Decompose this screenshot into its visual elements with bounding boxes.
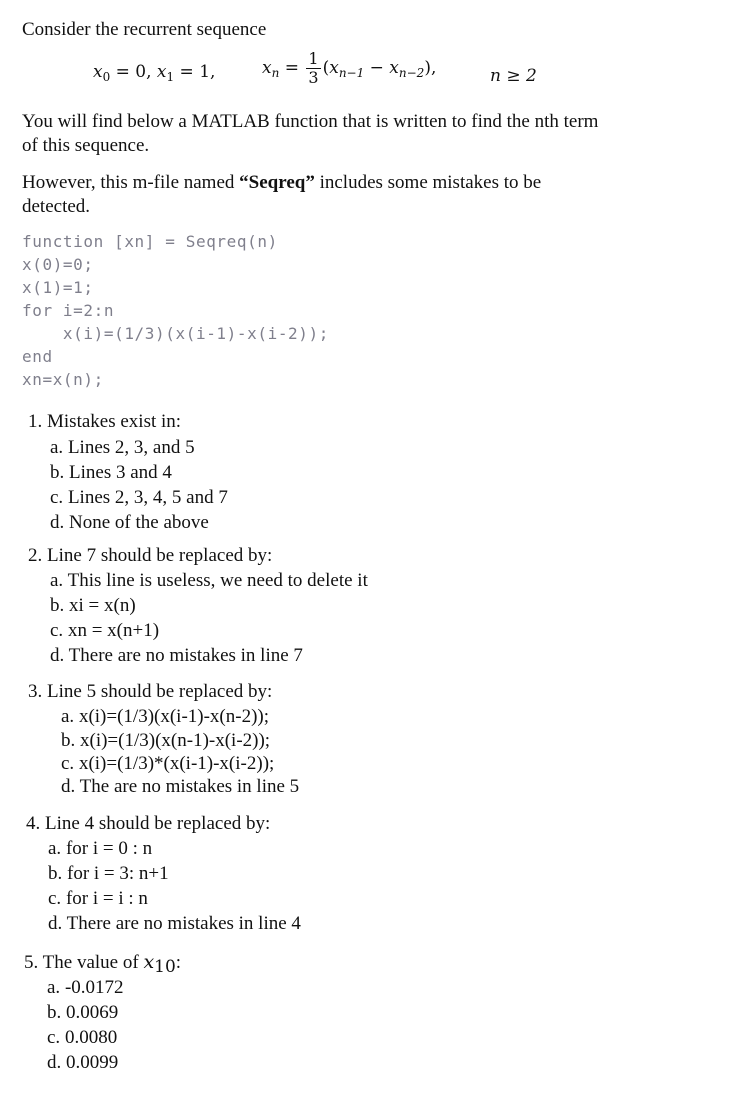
eq-equals: = [279, 58, 305, 78]
q5-math-var: x [143, 951, 155, 973]
option-letter: d. [50, 512, 65, 533]
option-text: for i = i : n [65, 888, 148, 909]
q4-option-b [48, 861, 169, 886]
eq-xn-sub: n [271, 66, 280, 80]
option-text: There are no mistakes in line 4 [66, 913, 301, 934]
q4-text: Line 4 should be replaced by: [45, 813, 271, 834]
equation-recurrence [262, 50, 436, 87]
option-letter: b. [61, 730, 76, 751]
q3-text: Line 5 should be replaced by: [47, 681, 273, 702]
question-1 [28, 409, 181, 434]
option-letter: c. [48, 888, 62, 909]
eq-xn2-sub: n−2 [398, 66, 425, 80]
option-text: The are no mistakes in line 5 [79, 776, 300, 797]
eq-paren-close: ), [424, 58, 437, 78]
q1-option-b [50, 460, 172, 485]
question-3 [28, 679, 272, 704]
option-text: Lines 2, 3, and 5 [67, 437, 195, 458]
q2-option-d [50, 643, 303, 668]
q5-option-c [47, 1025, 117, 1050]
option-letter: b. [47, 1002, 62, 1023]
eq-x0-var: x [93, 62, 103, 82]
option-letter: b. [48, 863, 63, 884]
eq-xn1-sub: n−1 [338, 66, 365, 80]
mfile-name: “Seqreq” [239, 172, 315, 193]
q1-option-c [50, 485, 228, 510]
paragraph-mistakes [22, 171, 602, 219]
eq-x0-value: = 0, [110, 62, 157, 82]
code-line-5: x(i)=(1/3)(x(i-1)-x(i-2)); [22, 324, 329, 343]
option-letter: d. [61, 776, 76, 797]
option-text: 0.0099 [66, 1052, 119, 1073]
code-line-3: x(1)=1; [22, 278, 94, 297]
equation-condition: n ≥ 2 [490, 66, 537, 86]
q4-option-c [48, 886, 148, 911]
code-line-1: function [xn] = Seqreq(n) [22, 232, 278, 251]
q1-text: Mistakes exist in: [47, 411, 182, 432]
q4-number: 4. [26, 813, 41, 834]
question-2 [28, 543, 272, 568]
q2-option-b [50, 593, 136, 618]
q5-option-d [47, 1050, 118, 1075]
option-text: for i = 3: n+1 [67, 863, 169, 884]
q2-option-a [50, 568, 368, 593]
option-letter: c. [50, 620, 64, 641]
q5-text: The value of [42, 952, 144, 973]
option-letter: c. [50, 487, 64, 508]
para2-text-b: includes some mistakes to be detected. [22, 172, 542, 217]
q2-number: 2. [28, 545, 43, 566]
eq-xn1-var: x [329, 58, 339, 78]
option-text: 0.0069 [66, 1002, 119, 1023]
q5-math-sub: 10 [154, 957, 176, 977]
eq-xn-var: x [262, 58, 272, 78]
option-text: xn = x(n+1) [67, 620, 160, 641]
option-letter: a. [50, 570, 64, 591]
code-line-6: end [22, 347, 53, 366]
option-text: Lines 2, 3, 4, 5 and 7 [67, 487, 228, 508]
eq-xn2-var: x [389, 58, 399, 78]
eq-x1-var: x [156, 62, 167, 82]
q2-text: Line 7 should be replaced by: [47, 545, 273, 566]
option-letter: a. [47, 977, 61, 998]
q4-option-a [48, 836, 152, 861]
q3-number: 3. [28, 681, 43, 702]
q1-number: 1. [28, 411, 43, 432]
q5-colon: : [175, 952, 182, 973]
question-4 [26, 811, 270, 836]
option-letter: a. [50, 437, 64, 458]
option-text: for i = 0 : n [65, 838, 153, 859]
q5-option-b [47, 1000, 118, 1025]
equation-initial [93, 62, 215, 82]
q1-option-a [50, 435, 195, 460]
q3-option-d [61, 774, 299, 799]
q2-option-c [50, 618, 159, 643]
q1-option-d [50, 510, 209, 535]
eq-minus: − [364, 58, 390, 78]
option-text: Lines 3 and 4 [69, 462, 172, 483]
option-text: x(i)=(1/3)(x(i-1)-x(n-2)); [78, 706, 270, 727]
eq-frac-num: 1 [308, 49, 319, 68]
option-letter: c. [47, 1027, 61, 1048]
para2-text-a: However, this m-file named [22, 172, 240, 193]
eq-x1-value: = 1, [174, 62, 216, 82]
option-text: x(i)=(1/3)*(x(i-1)-x(i-2)); [78, 753, 275, 774]
option-letter: c. [61, 753, 75, 774]
option-letter: d. [50, 645, 65, 666]
option-text: This line is useless, we need to delete it [67, 570, 368, 591]
intro-text: Consider the recurrent sequence [22, 19, 267, 40]
option-text: x(i)=(1/3)(x(n-1)-x(i-2)); [80, 730, 271, 751]
q3-option-c [61, 751, 274, 776]
q5-number: 5. [24, 952, 39, 973]
q3-option-a [61, 704, 269, 729]
code-block [22, 230, 329, 391]
code-line-2: x(0)=0; [22, 255, 94, 274]
q5-option-a [47, 975, 124, 1000]
option-letter: b. [50, 462, 65, 483]
option-letter: b. [50, 595, 65, 616]
q3-option-b [61, 728, 270, 753]
q4-option-d [48, 911, 301, 936]
option-letter: d. [47, 1052, 62, 1073]
eq-paren-open: ( [322, 58, 330, 78]
eq-x1-sub: 1 [166, 70, 175, 84]
eq-fraction [306, 50, 320, 87]
eq-frac-den: 3 [308, 68, 319, 87]
option-letter: a. [48, 838, 62, 859]
option-text: xi = x(n) [69, 595, 136, 616]
question-5 [24, 950, 181, 975]
code-line-7: xn=x(n); [22, 370, 104, 389]
option-text: None of the above [69, 512, 209, 533]
paragraph-matlab-intro: You will find below a MATLAB function that is written to find the nth term of this sequence. [22, 111, 599, 156]
option-letter: a. [61, 706, 75, 727]
eq-x0-sub: 0 [102, 70, 111, 84]
option-text: There are no mistakes in line 7 [68, 645, 303, 666]
option-text: -0.0172 [64, 977, 124, 998]
option-letter: d. [48, 913, 63, 934]
code-line-4: for i=2:n [22, 301, 115, 320]
option-text: 0.0080 [64, 1027, 118, 1048]
